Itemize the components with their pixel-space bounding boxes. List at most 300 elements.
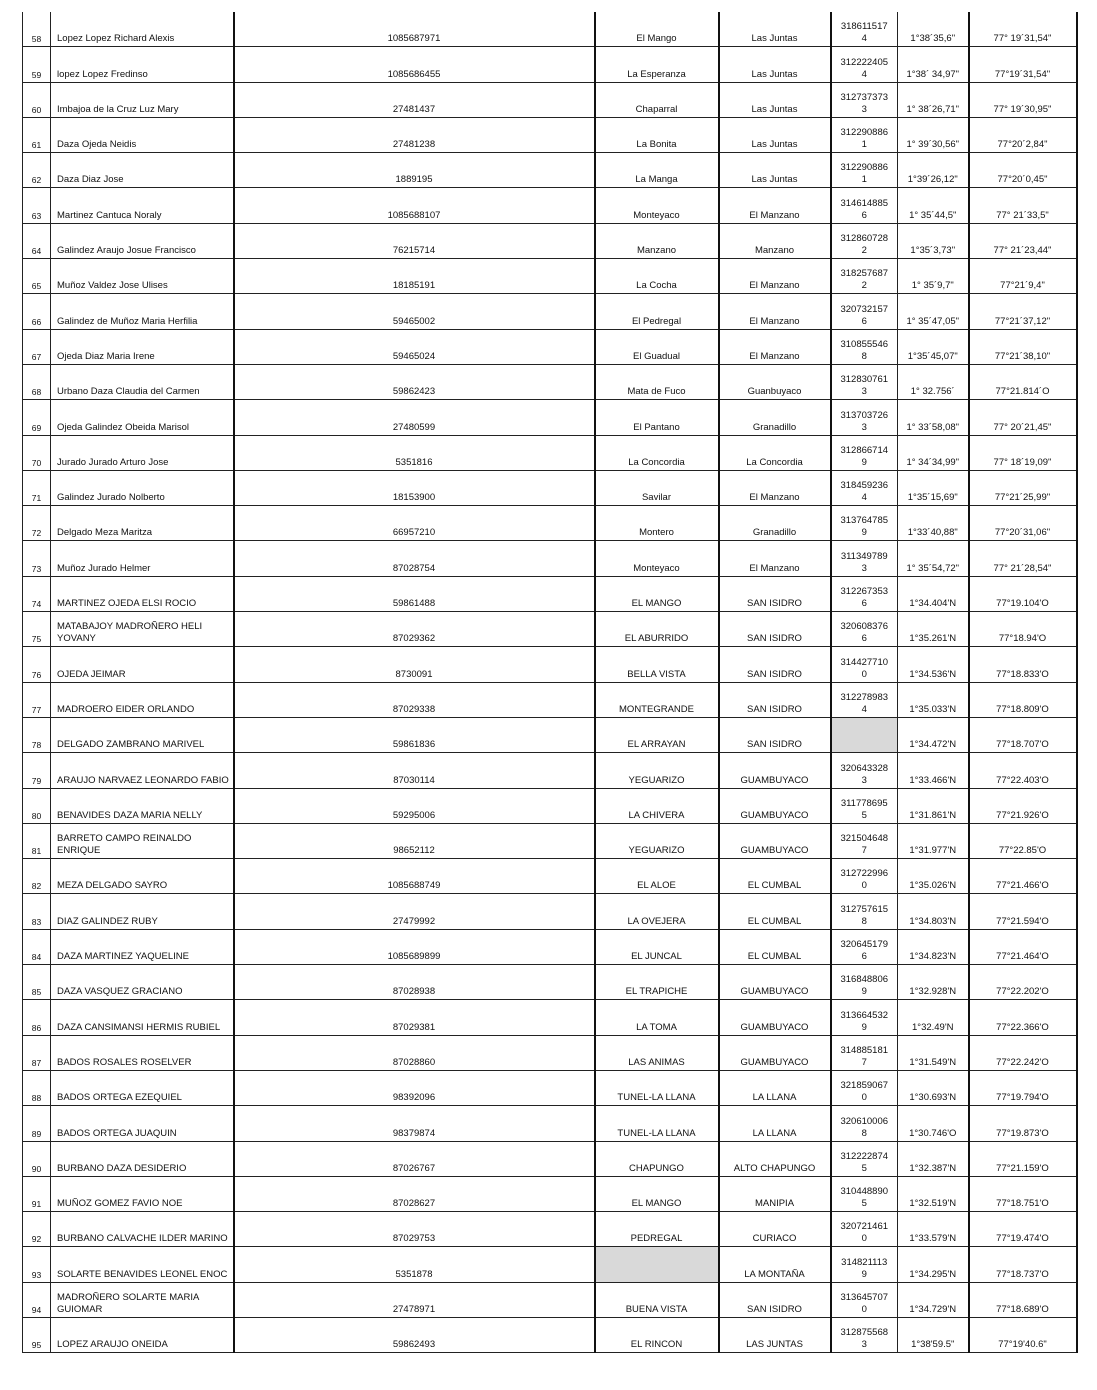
table-row bbox=[23, 753, 1077, 788]
id-number-cell: 27479992 bbox=[234, 894, 595, 929]
sector-name-cell: Las Juntas bbox=[719, 12, 831, 47]
sector-name-cell: El Manzano bbox=[719, 329, 831, 364]
person-name-cell: Muñoz Valdez Jose Ulises bbox=[51, 259, 234, 294]
table-row bbox=[23, 1141, 1077, 1176]
phone-number-cell: 3137647859 bbox=[831, 506, 898, 541]
phone-number-cell: 3206083766 bbox=[831, 612, 898, 647]
phone-number-cell: 3137037263 bbox=[831, 400, 898, 435]
table-row bbox=[23, 506, 1077, 541]
latitude-cell: 1° 35´9,7" bbox=[898, 259, 969, 294]
id-number-cell: 1085689899 bbox=[234, 929, 595, 964]
vereda-name-cell: EL MANGO bbox=[595, 1176, 719, 1211]
phone-number-cell: 3108555468 bbox=[831, 329, 898, 364]
latitude-cell: 1° 33´58,08" bbox=[898, 400, 969, 435]
id-number-cell: 1085688107 bbox=[234, 188, 595, 223]
id-number-cell: 27481238 bbox=[234, 117, 595, 152]
longitude-cell: 77°19.794'O bbox=[969, 1070, 1077, 1105]
row-number-cell: 83 bbox=[23, 894, 51, 929]
phone-number-cell: 3122789834 bbox=[831, 682, 898, 717]
vereda-name-cell: La Manga bbox=[595, 153, 719, 188]
row-number-cell: 63 bbox=[23, 188, 51, 223]
sector-name-cell: EL CUMBAL bbox=[719, 894, 831, 929]
vereda-name-cell: BUENA VISTA bbox=[595, 1282, 719, 1317]
sector-name-cell: EL CUMBAL bbox=[719, 929, 831, 964]
sector-name-cell: GUAMBUYACO bbox=[719, 753, 831, 788]
row-number-cell: 65 bbox=[23, 259, 51, 294]
vereda-name-cell: La Esperanza bbox=[595, 47, 719, 82]
longitude-cell: 77°19.873'O bbox=[969, 1106, 1077, 1141]
sector-name-cell: LA LLANA bbox=[719, 1106, 831, 1141]
latitude-cell: 1°34.803'N bbox=[898, 894, 969, 929]
sector-name-cell: Granadillo bbox=[719, 506, 831, 541]
person-name-cell: MADROERO EIDER ORLANDO bbox=[51, 682, 234, 717]
latitude-cell: 1°31.977'N bbox=[898, 823, 969, 858]
row-number-cell: 70 bbox=[23, 435, 51, 470]
vereda-name-cell: CHAPUNGO bbox=[595, 1141, 719, 1176]
table-row bbox=[23, 682, 1077, 717]
id-number-cell: 1085688749 bbox=[234, 859, 595, 894]
vereda-name-cell: Monteyaco bbox=[595, 188, 719, 223]
longitude-cell: 77° 21´23,44" bbox=[969, 223, 1077, 258]
latitude-cell: 1°34.536'N bbox=[898, 647, 969, 682]
person-name-cell: lopez Lopez Fredinso bbox=[51, 47, 234, 82]
vereda-name-cell: MONTEGRANDE bbox=[595, 682, 719, 717]
row-number-cell: 90 bbox=[23, 1141, 51, 1176]
phone-number-cell: 3207214610 bbox=[831, 1212, 898, 1247]
latitude-cell: 1°32.387'N bbox=[898, 1141, 969, 1176]
longitude-cell: 77°22.242'O bbox=[969, 1035, 1077, 1070]
longitude-cell: 77° 21´33,5" bbox=[969, 188, 1077, 223]
table-row bbox=[23, 717, 1077, 752]
row-number-cell: 86 bbox=[23, 1000, 51, 1035]
table-row bbox=[23, 470, 1077, 505]
phone-number-cell: 3122908861 bbox=[831, 117, 898, 152]
sector-name-cell: SAN ISIDRO bbox=[719, 612, 831, 647]
phone-number-cell: 3127576158 bbox=[831, 894, 898, 929]
sector-name-cell: La Concordia bbox=[719, 435, 831, 470]
vereda-name-cell: La Concordia bbox=[595, 435, 719, 470]
table-row bbox=[23, 1176, 1077, 1211]
id-number-cell: 1085687971 bbox=[234, 12, 595, 47]
table-row bbox=[23, 1035, 1077, 1070]
phone-number-cell: 3206433283 bbox=[831, 753, 898, 788]
longitude-cell: 77°18.833'O bbox=[969, 647, 1077, 682]
sector-name-cell: Granadillo bbox=[719, 400, 831, 435]
vereda-name-cell: El Pantano bbox=[595, 400, 719, 435]
longitude-cell: 77°22.202'O bbox=[969, 965, 1077, 1000]
latitude-cell: 1° 35´47,05" bbox=[898, 294, 969, 329]
vereda-name-cell: EL ALOE bbox=[595, 859, 719, 894]
latitude-cell: 1°35.026'N bbox=[898, 859, 969, 894]
sector-name-cell: SAN ISIDRO bbox=[719, 647, 831, 682]
latitude-cell: 1°33.466'N bbox=[898, 753, 969, 788]
person-name-cell: BADOS ORTEGA JUAQUIN bbox=[51, 1106, 234, 1141]
table-row bbox=[23, 1070, 1077, 1105]
latitude-cell: 1°33.579'N bbox=[898, 1212, 969, 1247]
sector-name-cell: LA MONTAÑA bbox=[719, 1247, 831, 1282]
vereda-name-cell: LAS ANIMAS bbox=[595, 1035, 719, 1070]
person-name-cell: BURBANO CALVACHE ILDER MARINO bbox=[51, 1212, 234, 1247]
phone-number-cell: 3113497893 bbox=[831, 541, 898, 576]
longitude-cell: 77°21´37,12" bbox=[969, 294, 1077, 329]
longitude-cell: 77°20´2,84" bbox=[969, 117, 1077, 152]
row-number-cell: 85 bbox=[23, 965, 51, 1000]
vereda-name-cell: EL TRAPICHE bbox=[595, 965, 719, 1000]
row-number-cell: 78 bbox=[23, 717, 51, 752]
table-row bbox=[23, 294, 1077, 329]
row-number-cell: 84 bbox=[23, 929, 51, 964]
id-number-cell: 98652112 bbox=[234, 823, 595, 858]
longitude-cell: 77° 18´19,09" bbox=[969, 435, 1077, 470]
sector-name-cell: Las Juntas bbox=[719, 117, 831, 152]
person-name-cell: Martinez Cantuca Noraly bbox=[51, 188, 234, 223]
phone-number-cell: 3122673536 bbox=[831, 576, 898, 611]
longitude-cell: 77°22.403'O bbox=[969, 753, 1077, 788]
latitude-cell: 1°32.928'N bbox=[898, 965, 969, 1000]
id-number-cell: 87028860 bbox=[234, 1035, 595, 1070]
person-name-cell: Ojeda Diaz Maria Irene bbox=[51, 329, 234, 364]
latitude-cell: 1° 35´44,5" bbox=[898, 188, 969, 223]
id-number-cell: 87028627 bbox=[234, 1176, 595, 1211]
sector-name-cell: GUAMBUYACO bbox=[719, 788, 831, 823]
latitude-cell: 1°33´40,88" bbox=[898, 506, 969, 541]
id-number-cell: 59861836 bbox=[234, 717, 595, 752]
row-number-cell: 91 bbox=[23, 1176, 51, 1211]
vereda-name-cell: LA CHIVERA bbox=[595, 788, 719, 823]
id-number-cell: 76215714 bbox=[234, 223, 595, 258]
id-number-cell: 98379874 bbox=[234, 1106, 595, 1141]
person-name-cell: ARAUJO NARVAEZ LEONARDO FABIO bbox=[51, 753, 234, 788]
row-number-cell: 68 bbox=[23, 364, 51, 399]
row-number-cell: 71 bbox=[23, 470, 51, 505]
person-name-cell: Galindez Jurado Nolberto bbox=[51, 470, 234, 505]
table-row bbox=[23, 965, 1077, 1000]
phone-number-cell: 3206451796 bbox=[831, 929, 898, 964]
row-number-cell: 62 bbox=[23, 153, 51, 188]
longitude-cell: 77°22.366'O bbox=[969, 1000, 1077, 1035]
phone-number-cell: 3128607282 bbox=[831, 223, 898, 258]
sector-name-cell: SAN ISIDRO bbox=[719, 1282, 831, 1317]
row-number-cell: 80 bbox=[23, 788, 51, 823]
phone-number-cell: 3127229960 bbox=[831, 859, 898, 894]
id-number-cell: 59862423 bbox=[234, 364, 595, 399]
person-name-cell: DAZA CANSIMANSI HERMIS RUBIEL bbox=[51, 1000, 234, 1035]
table-row bbox=[23, 859, 1077, 894]
latitude-cell: 1° 32.756´ bbox=[898, 364, 969, 399]
longitude-cell: 77°20´0,45" bbox=[969, 153, 1077, 188]
id-number-cell: 5351816 bbox=[234, 435, 595, 470]
id-number-cell: 5351878 bbox=[234, 1247, 595, 1282]
sector-name-cell: MANIPIA bbox=[719, 1176, 831, 1211]
longitude-cell: 77°22.85'O bbox=[969, 823, 1077, 858]
table-row bbox=[23, 188, 1077, 223]
person-name-cell: MEZA DELGADO SAYRO bbox=[51, 859, 234, 894]
latitude-cell: 1°35´3,73" bbox=[898, 223, 969, 258]
table-row bbox=[23, 576, 1077, 611]
sector-name-cell: El Manzano bbox=[719, 259, 831, 294]
latitude-cell: 1°38´35,6" bbox=[898, 12, 969, 47]
vereda-name-cell: El Pedregal bbox=[595, 294, 719, 329]
phone-number-cell bbox=[831, 717, 898, 752]
person-name-cell: Imbajoa de la Cruz Luz Mary bbox=[51, 82, 234, 117]
phone-number-cell: 3128667149 bbox=[831, 435, 898, 470]
vereda-name-cell: Montero bbox=[595, 506, 719, 541]
id-number-cell: 87029362 bbox=[234, 612, 595, 647]
row-number-cell: 76 bbox=[23, 647, 51, 682]
row-number-cell: 92 bbox=[23, 1212, 51, 1247]
person-name-cell: Daza Diaz Jose bbox=[51, 153, 234, 188]
table-row bbox=[23, 12, 1077, 47]
phone-number-cell: 3122908861 bbox=[831, 153, 898, 188]
latitude-cell: 1°35.033'N bbox=[898, 682, 969, 717]
latitude-cell: 1°35.261'N bbox=[898, 612, 969, 647]
longitude-cell: 77°18.809'O bbox=[969, 682, 1077, 717]
id-number-cell: 59465024 bbox=[234, 329, 595, 364]
person-name-cell: DIAZ GALINDEZ RUBY bbox=[51, 894, 234, 929]
sector-name-cell: GUAMBUYACO bbox=[719, 1035, 831, 1070]
table-row bbox=[23, 894, 1077, 929]
vereda-name-cell bbox=[595, 1247, 719, 1282]
table-row bbox=[23, 823, 1077, 858]
person-name-cell: Jurado Jurado Arturo Jose bbox=[51, 435, 234, 470]
latitude-cell: 1°30.746'O bbox=[898, 1106, 969, 1141]
vereda-name-cell: YEGUARIZO bbox=[595, 753, 719, 788]
table-row bbox=[23, 788, 1077, 823]
latitude-cell: 1° 39´30,56" bbox=[898, 117, 969, 152]
longitude-cell: 77° 19´30,95" bbox=[969, 82, 1077, 117]
longitude-cell: 77°21.466'O bbox=[969, 859, 1077, 894]
table-row bbox=[23, 435, 1077, 470]
row-number-cell: 81 bbox=[23, 823, 51, 858]
row-number-cell: 66 bbox=[23, 294, 51, 329]
person-name-cell: Galindez de Muñoz Maria Herfilia bbox=[51, 294, 234, 329]
table-row bbox=[23, 82, 1077, 117]
phone-number-cell: 3128307613 bbox=[831, 364, 898, 399]
longitude-cell: 77°18.94'O bbox=[969, 612, 1077, 647]
vereda-name-cell: BELLA VISTA bbox=[595, 647, 719, 682]
longitude-cell: 77° 20´21,45" bbox=[969, 400, 1077, 435]
row-number-cell: 87 bbox=[23, 1035, 51, 1070]
table-row bbox=[23, 1000, 1077, 1035]
person-name-cell: Delgado Meza Maritza bbox=[51, 506, 234, 541]
table-row bbox=[23, 400, 1077, 435]
table-row bbox=[23, 1106, 1077, 1141]
vereda-name-cell: TUNEL-LA LLANA bbox=[595, 1106, 719, 1141]
latitude-cell: 1°35´15,69" bbox=[898, 470, 969, 505]
phone-number-cell: 3182576872 bbox=[831, 259, 898, 294]
vereda-name-cell: EL ARRAYAN bbox=[595, 717, 719, 752]
vereda-name-cell: EL MANGO bbox=[595, 576, 719, 611]
person-name-cell: DAZA MARTINEZ YAQUELINE bbox=[51, 929, 234, 964]
row-number-cell: 93 bbox=[23, 1247, 51, 1282]
table-row bbox=[23, 1247, 1077, 1282]
longitude-cell: 77°19.104'O bbox=[969, 576, 1077, 611]
longitude-cell: 77°21´25,99" bbox=[969, 470, 1077, 505]
id-number-cell: 59465002 bbox=[234, 294, 595, 329]
person-name-cell: Urbano Daza Claudia del Carmen bbox=[51, 364, 234, 399]
longitude-cell: 77°21.814´O bbox=[969, 364, 1077, 399]
row-number-cell: 61 bbox=[23, 117, 51, 152]
phone-number-cell: 3122228745 bbox=[831, 1141, 898, 1176]
id-number-cell: 87029753 bbox=[234, 1212, 595, 1247]
row-number-cell: 72 bbox=[23, 506, 51, 541]
id-number-cell: 87030114 bbox=[234, 753, 595, 788]
sector-name-cell: GUAMBUYACO bbox=[719, 1000, 831, 1035]
phone-number-cell: 3186115174 bbox=[831, 12, 898, 47]
longitude-cell: 77°19'40.6" bbox=[969, 1317, 1077, 1352]
vereda-name-cell: LA OVEJERA bbox=[595, 894, 719, 929]
sector-name-cell: GUAMBUYACO bbox=[719, 965, 831, 1000]
table-row bbox=[23, 223, 1077, 258]
longitude-cell: 77°21´38,10" bbox=[969, 329, 1077, 364]
longitude-cell: 77°21.464'O bbox=[969, 929, 1077, 964]
person-name-cell: MADROÑERO SOLARTE MARIA GUIOMAR bbox=[51, 1282, 234, 1317]
id-number-cell: 66957210 bbox=[234, 506, 595, 541]
person-name-cell: DELGADO ZAMBRANO MARIVEL bbox=[51, 717, 234, 752]
latitude-cell: 1°39´26,12" bbox=[898, 153, 969, 188]
person-name-cell: OJEDA JEIMAR bbox=[51, 647, 234, 682]
phone-number-cell: 3148851817 bbox=[831, 1035, 898, 1070]
sector-name-cell: Las Juntas bbox=[719, 82, 831, 117]
longitude-cell: 77°19.474'O bbox=[969, 1212, 1077, 1247]
table-row bbox=[23, 541, 1077, 576]
longitude-cell: 77°21´9,4" bbox=[969, 259, 1077, 294]
person-name-cell: Daza Ojeda Neidis bbox=[51, 117, 234, 152]
phone-number-cell: 3117786955 bbox=[831, 788, 898, 823]
table-row bbox=[23, 329, 1077, 364]
sector-name-cell: El Manzano bbox=[719, 470, 831, 505]
latitude-cell: 1°31.549'N bbox=[898, 1035, 969, 1070]
person-name-cell: LOPEZ ARAUJO ONEIDA bbox=[51, 1317, 234, 1352]
person-name-cell: Galindez Araujo Josue Francisco bbox=[51, 223, 234, 258]
vereda-name-cell: Monteyaco bbox=[595, 541, 719, 576]
table-row bbox=[23, 647, 1077, 682]
row-number-cell: 77 bbox=[23, 682, 51, 717]
latitude-cell: 1°34.472'N bbox=[898, 717, 969, 752]
sector-name-cell: GUAMBUYACO bbox=[719, 823, 831, 858]
table-row bbox=[23, 47, 1077, 82]
person-name-cell: DAZA VASQUEZ GRACIANO bbox=[51, 965, 234, 1000]
sector-name-cell: EL CUMBAL bbox=[719, 859, 831, 894]
sector-name-cell: El Manzano bbox=[719, 294, 831, 329]
latitude-cell: 1° 34´34,99" bbox=[898, 435, 969, 470]
phone-number-cell: 3136457070 bbox=[831, 1282, 898, 1317]
person-name-cell: BENAVIDES DAZA MARIA NELLY bbox=[51, 788, 234, 823]
id-number-cell: 87028938 bbox=[234, 965, 595, 1000]
latitude-cell: 1°31.861'N bbox=[898, 788, 969, 823]
row-number-cell: 95 bbox=[23, 1317, 51, 1352]
sector-name-cell: Manzano bbox=[719, 223, 831, 258]
vereda-name-cell: Mata de Fuco bbox=[595, 364, 719, 399]
records-table bbox=[22, 12, 1078, 1353]
longitude-cell: 77°21.159'O bbox=[969, 1141, 1077, 1176]
id-number-cell: 1085686455 bbox=[234, 47, 595, 82]
table-row bbox=[23, 153, 1077, 188]
phone-number-cell: 3146148856 bbox=[831, 188, 898, 223]
row-number-cell: 88 bbox=[23, 1070, 51, 1105]
row-number-cell: 67 bbox=[23, 329, 51, 364]
row-number-cell: 73 bbox=[23, 541, 51, 576]
id-number-cell: 59862493 bbox=[234, 1317, 595, 1352]
person-name-cell: Muñoz Jurado Helmer bbox=[51, 541, 234, 576]
sector-name-cell: SAN ISIDRO bbox=[719, 576, 831, 611]
vereda-name-cell: La Cocha bbox=[595, 259, 719, 294]
latitude-cell: 1°34.404'N bbox=[898, 576, 969, 611]
id-number-cell: 59861488 bbox=[234, 576, 595, 611]
latitude-cell: 1°30.693'N bbox=[898, 1070, 969, 1105]
table-row bbox=[23, 929, 1077, 964]
longitude-cell: 77°18.751'O bbox=[969, 1176, 1077, 1211]
phone-number-cell: 3122224054 bbox=[831, 47, 898, 82]
longitude-cell: 77° 19´31,54" bbox=[969, 12, 1077, 47]
latitude-cell: 1° 38´26,71" bbox=[898, 82, 969, 117]
person-name-cell: BURBANO DAZA DESIDERIO bbox=[51, 1141, 234, 1176]
row-number-cell: 94 bbox=[23, 1282, 51, 1317]
vereda-name-cell: Manzano bbox=[595, 223, 719, 258]
sector-name-cell: Las Juntas bbox=[719, 153, 831, 188]
person-name-cell: MUÑOZ GOMEZ FAVIO NOE bbox=[51, 1176, 234, 1211]
row-number-cell: 74 bbox=[23, 576, 51, 611]
table-row bbox=[23, 1212, 1077, 1247]
phone-number-cell: 3136645329 bbox=[831, 1000, 898, 1035]
table-row bbox=[23, 1282, 1077, 1317]
sector-name-cell: El Manzano bbox=[719, 188, 831, 223]
id-number-cell: 98392096 bbox=[234, 1070, 595, 1105]
id-number-cell: 27480599 bbox=[234, 400, 595, 435]
row-number-cell: 60 bbox=[23, 82, 51, 117]
vereda-name-cell: El Guadual bbox=[595, 329, 719, 364]
sector-name-cell: CURIACO bbox=[719, 1212, 831, 1247]
vereda-name-cell: El Mango bbox=[595, 12, 719, 47]
vereda-name-cell: EL JUNCAL bbox=[595, 929, 719, 964]
latitude-cell: 1°32.49'N bbox=[898, 1000, 969, 1035]
row-number-cell: 59 bbox=[23, 47, 51, 82]
id-number-cell: 8730091 bbox=[234, 647, 595, 682]
phone-number-cell: 3206100068 bbox=[831, 1106, 898, 1141]
table-row bbox=[23, 117, 1077, 152]
table-row bbox=[23, 612, 1077, 647]
id-number-cell: 18153900 bbox=[234, 470, 595, 505]
person-name-cell: BARRETO CAMPO REINALDO ENRIQUE bbox=[51, 823, 234, 858]
sector-name-cell: LA LLANA bbox=[719, 1070, 831, 1105]
sector-name-cell: Las Juntas bbox=[719, 47, 831, 82]
longitude-cell: 77°18.737'O bbox=[969, 1247, 1077, 1282]
phone-number-cell: 3207321576 bbox=[831, 294, 898, 329]
vereda-name-cell: TUNEL-LA LLANA bbox=[595, 1070, 719, 1105]
latitude-cell: 1°34.295'N bbox=[898, 1247, 969, 1282]
latitude-cell: 1°35´45,07" bbox=[898, 329, 969, 364]
person-name-cell: SOLARTE BENAVIDES LEONEL ENOC bbox=[51, 1247, 234, 1282]
phone-number-cell: 3218590670 bbox=[831, 1070, 898, 1105]
row-number-cell: 58 bbox=[23, 12, 51, 47]
sector-name-cell: SAN ISIDRO bbox=[719, 682, 831, 717]
row-number-cell: 82 bbox=[23, 859, 51, 894]
vereda-name-cell: EL ABURRIDO bbox=[595, 612, 719, 647]
vereda-name-cell: EL RINCON bbox=[595, 1317, 719, 1352]
person-name-cell: MARTINEZ OJEDA ELSI ROCIO bbox=[51, 576, 234, 611]
id-number-cell: 27481437 bbox=[234, 82, 595, 117]
vereda-name-cell: La Bonita bbox=[595, 117, 719, 152]
longitude-cell: 77°18.689'O bbox=[969, 1282, 1077, 1317]
row-number-cell: 64 bbox=[23, 223, 51, 258]
phone-number-cell: 3128755683 bbox=[831, 1317, 898, 1352]
latitude-cell: 1°34.823'N bbox=[898, 929, 969, 964]
vereda-name-cell: YEGUARIZO bbox=[595, 823, 719, 858]
sector-name-cell: El Manzano bbox=[719, 541, 831, 576]
table-row bbox=[23, 259, 1077, 294]
vereda-name-cell: Chaparral bbox=[595, 82, 719, 117]
id-number-cell: 87029338 bbox=[234, 682, 595, 717]
